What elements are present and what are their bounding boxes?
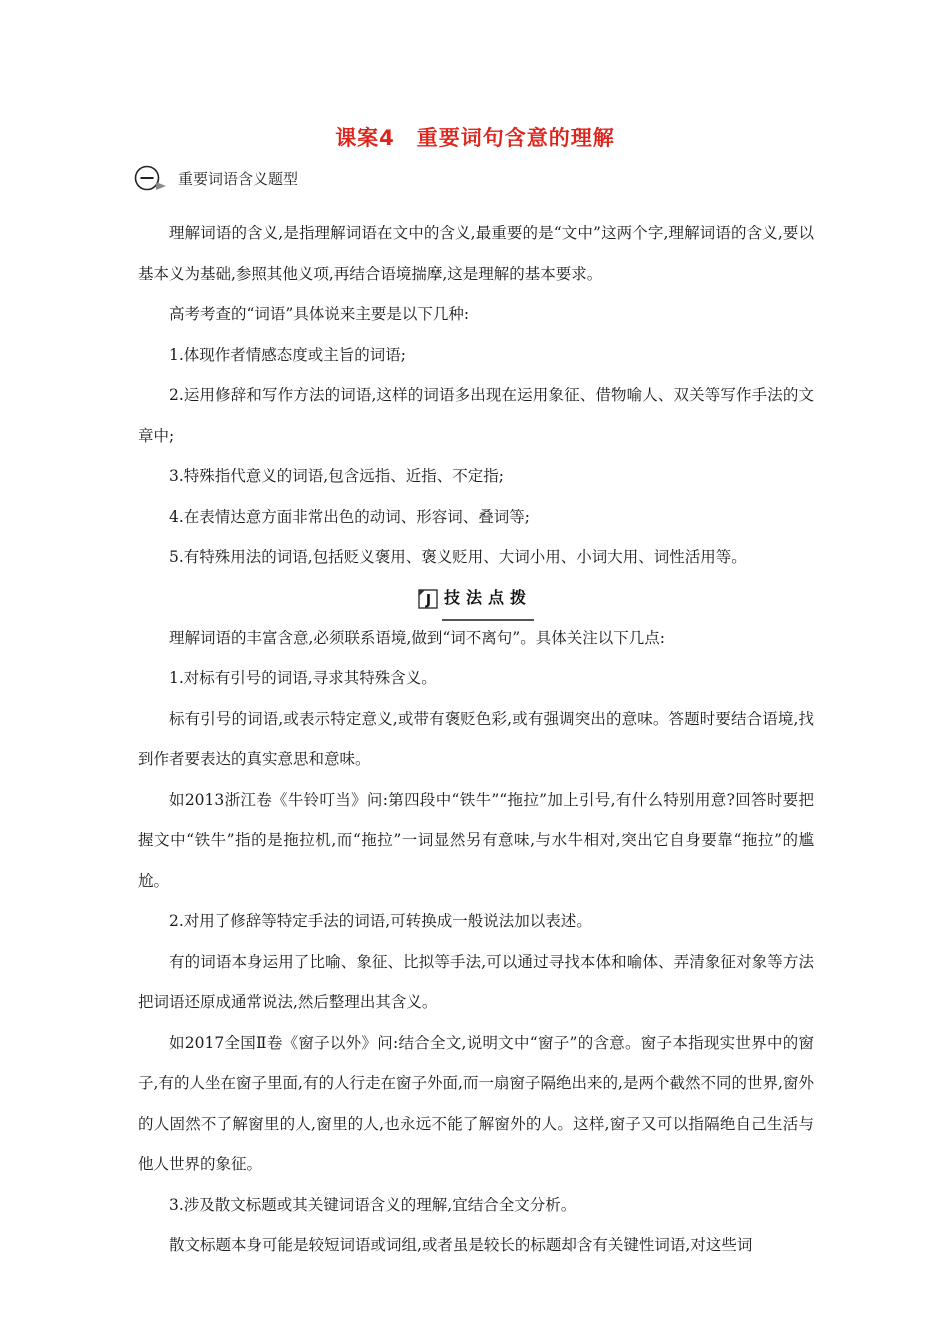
paragraph: 高考考查的“词语”具体说来主要是以下几种:: [169, 305, 470, 323]
paragraph: 标有引号的词语,或表示特定意义,或带有褒贬色彩,或有强调突出的意味。答题时要结合语境,找到作者要表达的真实意思和意味。: [138, 709, 814, 768]
paragraph: 理解词语的丰富含意,必须联系语境,做到“词不离句”。具体关注以下几点:: [169, 628, 665, 647]
paragraph: 理解词语的含义,是指理解词语在文中的含义,最重要的是“文中”这两个字,理解词语的含义,要以基本义为基础,参照其他义项,再结合语境揣摩,这是理解的基本要求。: [138, 224, 814, 283]
paragraph: 1.对标有引号的词语,寻求其特殊含义。: [169, 669, 437, 687]
list-item: 3.特殊指代意义的词语,包含远指、近指、不定指;: [169, 467, 504, 485]
letter-j-badge-icon: [418, 589, 438, 609]
paragraph: 散文标题本身可能是较短词语或词组,或者虽是较长的标题却含有关键性词语,对这些词: [169, 1236, 753, 1254]
paragraph: 如2013浙江卷《牛铃叮当》问:第四段中“铁牛”“拖拉”加上引号,有什么特别用意?回答时要把握文中“铁牛”指的是拖拉机,而“拖拉”一词显然另有意味,与水牛相对,突出它自身要靠“拖拉”的尴尬。: [138, 790, 814, 890]
page-title: 课案4 重要词句含意的理解: [335, 126, 615, 150]
list-item: 5.有特殊用法的词语,包括贬义褒用、褒义贬用、大词小用、小词大用、词性活用等。: [169, 548, 747, 566]
list-item: 1.体现作者情感态度或主旨的词语;: [169, 345, 407, 364]
list-item: 2.运用修辞和写作方法的词语,这样的词语多出现在运用象征、借物喻人、双关等写作手法的文章中;: [138, 386, 814, 445]
svg-text:J: J: [425, 592, 432, 609]
paragraph: 如2017全国Ⅱ卷《窗子以外》问:结合全文,说明文中“窗子”的含意。窗子本指现实世界中的窗子,有的人坐在窗子里面,有的人行走在窗子外面,而一扇窗子隔绝出来的,是两个截然不同的世界,窗外的人固然不了解窗里的人,窗里的人,也永远不能了解窗外的人。这样,窗子又可以指隔绝自己生活与他人世界的象征。: [138, 1033, 814, 1173]
skills-heading: [418, 578, 534, 622]
skills-label: 技法点拨: [442, 578, 534, 622]
paragraph: 2.对用了修辞等特定手法的词语,可转换成一般说法加以表述。: [169, 912, 592, 930]
paragraph: 3.涉及散文标题或其关键词语含义的理解,宜结合全文分析。: [169, 1195, 577, 1214]
section-label: 重要词语含义题型: [178, 169, 299, 188]
paragraph: 有的词语本身运用了比喻、象征、比拟等手法,可以通过寻找本体和喻体、弄清象征对象等方法把词语还原成通常说法,然后整理出其含义。: [138, 952, 814, 1011]
section-heading: [132, 163, 298, 193]
skills-heading-row: [138, 572, 814, 616]
circled-one-icon: [132, 163, 174, 193]
list-item: 4.在表情达意方面非常出色的动词、形容词、叠词等;: [169, 507, 531, 526]
document-body: [138, 213, 814, 1266]
